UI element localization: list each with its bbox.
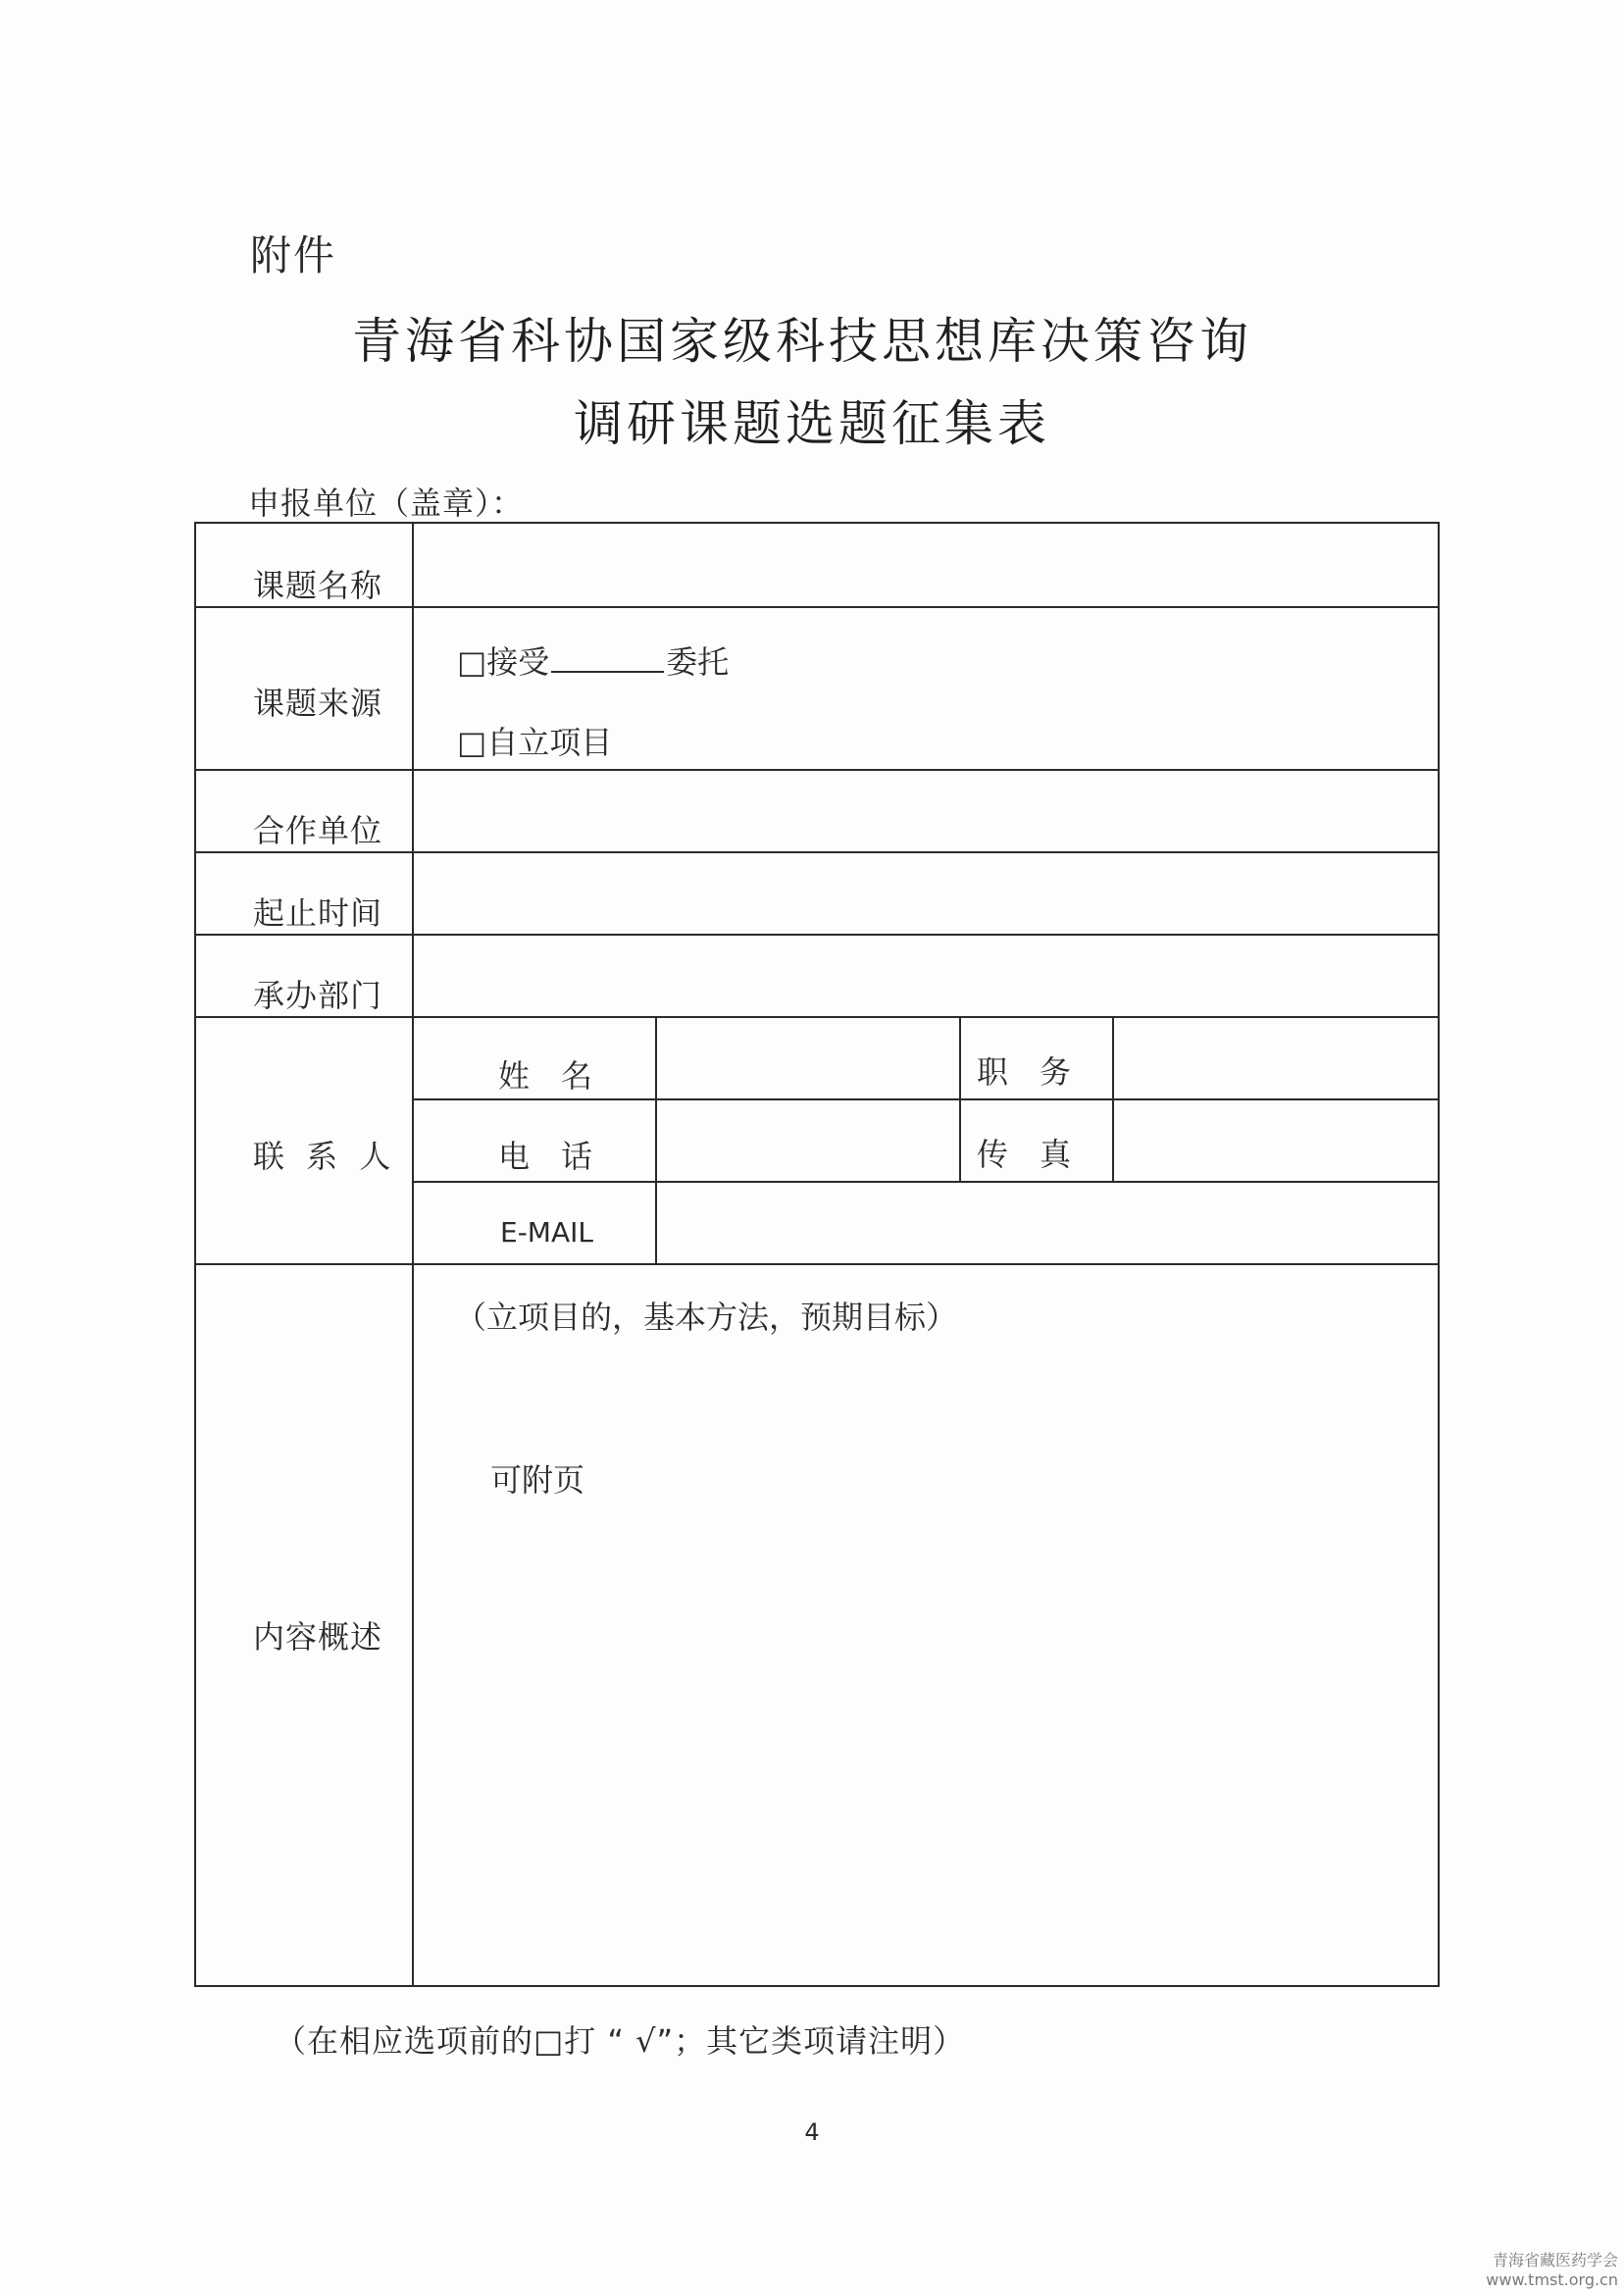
contact-phone-field[interactable] [659,1102,957,1179]
row-divider [194,934,1440,936]
table-border-right [1438,522,1440,1987]
contact-fax-label: 传 真 [977,1136,1072,1173]
contact-name-label: 姓 名 [498,1057,593,1095]
topic-name-field[interactable] [416,526,1436,604]
contact-column-divider [1112,1016,1114,1181]
contact-phone-label: 电 话 [498,1138,593,1175]
summary-label: 内容概述 [253,1618,383,1656]
topic-source-label: 课题来源 [253,685,383,722]
contact-column-divider [655,1016,657,1263]
summary-hint: （立项目的，基本方法，预期目标） [455,1299,958,1336]
page-title-line1: 青海省科协国家级科技思想库决策咨询 [352,313,1252,370]
summary-attach-note: 可附页 [490,1461,585,1499]
form-table [194,522,1440,1987]
source-option-entrusted-prefix: □接受 [457,643,550,681]
table-border-top [194,522,1440,524]
attachment-label: 附件 [250,231,337,280]
contact-email-field[interactable] [659,1185,1436,1261]
contact-column-divider [959,1016,961,1181]
applicant-unit-label: 申报单位（盖章）： [248,484,525,522]
page-title-line2: 调研课题选题征集表 [574,395,1050,452]
partner-unit-label: 合作单位 [253,812,383,849]
row-divider [412,1098,1440,1100]
host-department-label: 承办部门 [253,977,383,1014]
footnote: （在相应选项前的□打 “ √”；其它类项请注明） [275,2022,966,2060]
row-divider [194,769,1440,771]
period-field[interactable] [416,855,1436,932]
entrusting-party-blank[interactable] [551,645,664,673]
source-option-entrusted-suffix: 委托 [666,643,730,681]
contact-name-field[interactable] [659,1020,957,1096]
table-border-bottom [194,1985,1440,1987]
row-divider [412,1181,1440,1183]
row-divider [194,851,1440,853]
summary-field[interactable] [416,1267,1436,1983]
contact-position-label: 职 务 [977,1053,1072,1091]
topic-name-label: 课题名称 [253,567,383,604]
source-option-entrusted[interactable] [457,637,729,683]
contact-fax-field[interactable] [1116,1102,1436,1179]
page-number: 4 [804,2118,820,2146]
watermark [1486,2251,1618,2290]
source-option-self[interactable]: □自立项目 [457,724,613,761]
contact-position-field[interactable] [1116,1020,1436,1096]
contact-email-label: E-MAIL [500,1216,593,1249]
host-department-field[interactable] [416,938,1436,1014]
label-column-divider [412,522,414,1987]
row-divider [194,1016,1440,1018]
row-divider [194,1263,1440,1265]
watermark-line1: 青海省藏医药学会 [1492,2251,1618,2269]
contact-label: 联 系 人 [253,1138,397,1175]
watermark-line2: www.tmst.org.cn [1486,2270,1618,2289]
period-label: 起止时间 [253,894,383,932]
table-border-left [194,522,196,1987]
row-divider [194,606,1440,608]
partner-unit-field[interactable] [416,773,1436,849]
